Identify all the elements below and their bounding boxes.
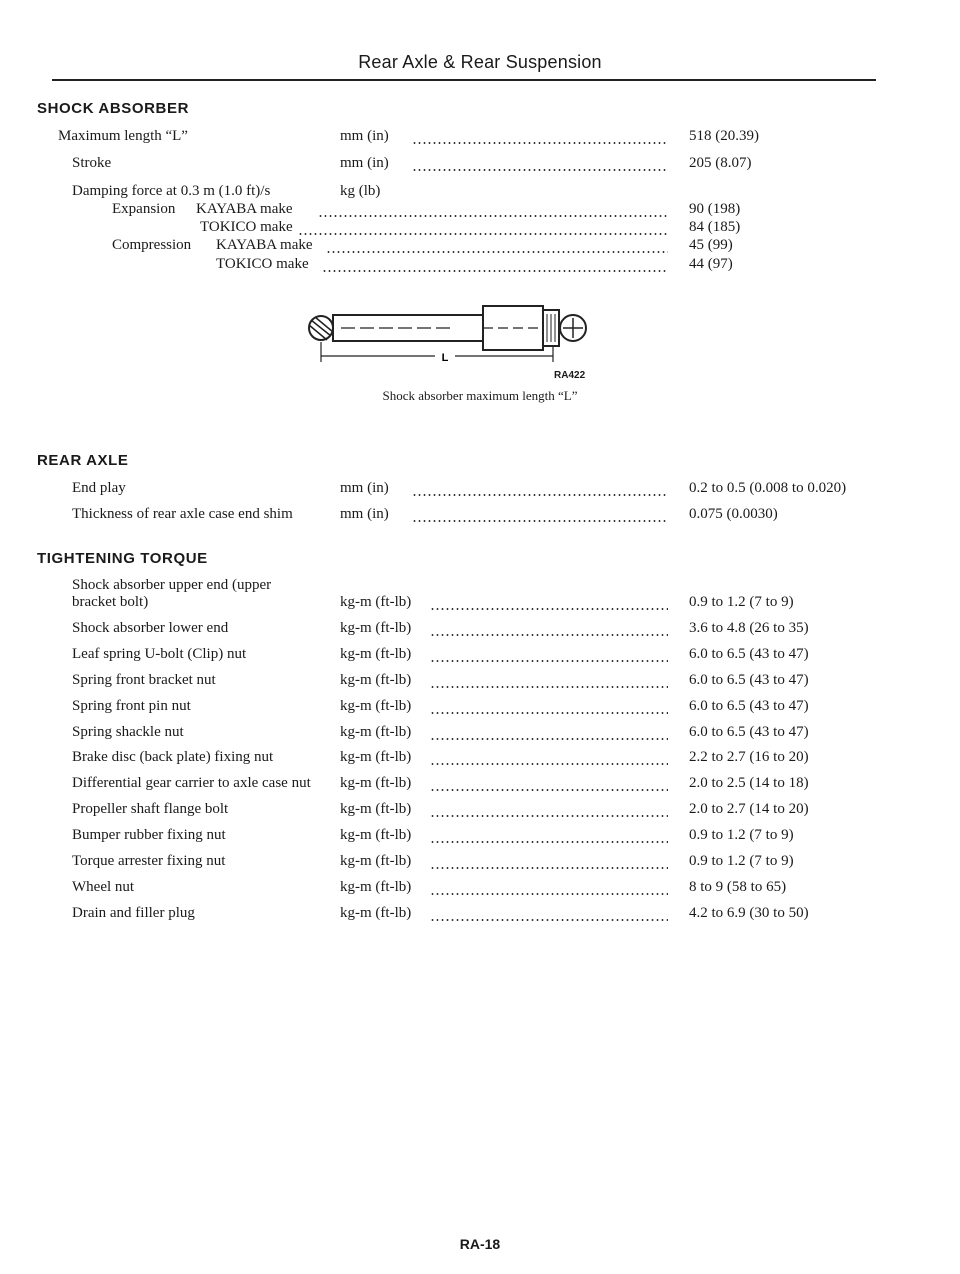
torque-item-unit: kg-m (ft-lb) (340, 697, 412, 714)
torque-item-value: 2.0 to 2.5 (14 to 18) (689, 775, 809, 792)
torque-item-unit: kg-m (ft-lb) (340, 878, 412, 895)
table-row (0, 853, 960, 875)
spec-unit: mm (in) (340, 480, 389, 496)
torque-item-value: 2.2 to 2.7 (16 to 20) (689, 749, 809, 766)
header-rule (52, 79, 876, 81)
dot-leader (430, 660, 668, 662)
torque-item-label: Spring front bracket nut (72, 671, 216, 688)
spec-sublabel: Expansion (112, 201, 176, 217)
table-row (0, 724, 960, 746)
torque-item-label: Brake disc (back plate) fixing nut (72, 749, 274, 766)
dot-leader (430, 815, 668, 817)
torque-item-label: Wheel nut (72, 878, 135, 895)
torque-item-label: bracket bolt) (72, 594, 149, 610)
torque-item-label: Spring front pin nut (72, 697, 191, 714)
dot-leader (322, 270, 668, 272)
dot-leader (430, 608, 668, 610)
torque-item-label: Differential gear carrier to axle case nut (72, 775, 311, 792)
spec-make-label: KAYABA make (196, 201, 293, 217)
dot-leader (430, 789, 668, 791)
spec-row (0, 256, 960, 278)
spec-label: End play (72, 480, 126, 496)
torque-item-unit: kg-m (ft-lb) (340, 827, 412, 844)
dot-leader (430, 763, 668, 765)
spec-label: Damping force at 0.3 m (1.0 ft)/s (72, 183, 271, 199)
torque-item-value: 2.0 to 2.7 (14 to 20) (689, 801, 809, 818)
torque-item-value: 6.0 to 6.5 (43 to 47) (689, 671, 809, 688)
torque-label-continued: Shock absorber upper end (upper (72, 577, 272, 593)
spec-label: Thickness of rear axle case end shim (72, 506, 293, 522)
torque-item-unit: kg-m (ft-lb) (340, 904, 412, 921)
table-row (0, 775, 960, 797)
dot-leader (430, 712, 668, 714)
torque-item-value: 3.6 to 4.8 (26 to 35) (689, 619, 809, 636)
torque-item-unit: kg-m (ft-lb) (340, 619, 412, 636)
shock-absorber-heading: SHOCK ABSORBER (37, 100, 190, 117)
table-row (0, 879, 960, 901)
spec-value: 518 (20.39) (689, 128, 759, 144)
torque-item-label: Leaf spring U-bolt (Clip) nut (72, 645, 247, 662)
dot-leader (430, 867, 668, 869)
dot-leader (412, 520, 668, 522)
figure-caption: Shock absorber maximum length “L” (382, 388, 578, 403)
page-title: Rear Axle & Rear Suspension (358, 52, 602, 72)
torque-item-value: 6.0 to 6.5 (43 to 47) (689, 723, 809, 740)
dot-leader (430, 841, 668, 843)
torque-item-unit: kg-m (ft-lb) (340, 723, 412, 740)
spec-row (0, 128, 960, 150)
torque-item-label: Propeller shaft flange bolt (72, 801, 229, 818)
torque-item-label: Shock absorber lower end (72, 619, 229, 636)
dimension-label: L (441, 352, 449, 364)
dot-leader (412, 494, 668, 496)
spec-value: 44 (97) (689, 256, 733, 272)
spec-value: 0.2 to 0.5 (0.008 to 0.020) (689, 480, 847, 496)
spec-value: 205 (8.07) (689, 155, 752, 171)
torque-item-unit: kg-m (ft-lb) (340, 853, 412, 869)
dot-leader (326, 251, 668, 253)
spec-unit: mm (in) (340, 155, 389, 171)
spec-unit: mm (in) (340, 128, 389, 144)
spec-value: 0.075 (0.0030) (689, 506, 778, 522)
torque-item-unit: kg-m (ft-lb) (340, 801, 412, 818)
torque-item-unit: kg-m (ft-lb) (340, 671, 412, 688)
spec-value: 90 (198) (689, 201, 741, 217)
table-row (0, 801, 960, 823)
dot-leader (430, 738, 668, 740)
torque-item-unit: kg-m (ft-lb) (340, 775, 412, 792)
torque-item-unit: kg-m (ft-lb) (340, 594, 412, 610)
table-row (0, 905, 960, 927)
torque-item-value: 6.0 to 6.5 (43 to 47) (689, 697, 809, 714)
torque-item-unit: kg-m (ft-lb) (340, 749, 412, 766)
torque-item-label: Torque arrester fixing nut (72, 853, 226, 869)
spec-sublabel: Compression (112, 237, 192, 253)
tightening-torque-heading: TIGHTENING TORQUE (37, 550, 208, 567)
spec-row (0, 155, 960, 177)
torque-item-label: Drain and filler plug (72, 904, 195, 921)
torque-item-value: 0.9 to 1.2 (7 to 9) (689, 827, 794, 844)
page-number: RA-18 (459, 1236, 501, 1252)
spec-value: 45 (99) (689, 237, 733, 253)
table-row (0, 594, 960, 616)
table-row (0, 827, 960, 849)
table-row (0, 698, 960, 720)
dot-leader (430, 919, 668, 921)
spec-make-label: TOKICO make (216, 256, 309, 272)
torque-item-value: 0.9 to 1.2 (7 to 9) (689, 594, 794, 610)
dot-leader (412, 142, 668, 144)
dot-leader (430, 686, 668, 688)
torque-item-label: Bumper rubber fixing nut (72, 827, 226, 844)
torque-item-value: 8 to 9 (58 to 65) (689, 878, 787, 895)
spec-label: Stroke (72, 155, 112, 171)
spec-label: Maximum length “L” (58, 128, 188, 144)
spec-make-label: KAYABA make (216, 237, 313, 253)
spec-row (0, 506, 960, 528)
spec-unit: mm (in) (340, 506, 389, 522)
dot-leader (298, 233, 668, 235)
spec-row (0, 480, 960, 502)
torque-item-value: 4.2 to 6.9 (30 to 50) (689, 904, 809, 921)
dot-leader (430, 634, 668, 636)
torque-item-label: Spring shackle nut (72, 723, 184, 740)
table-row (0, 672, 960, 694)
table-row (0, 620, 960, 642)
table-row (0, 646, 960, 668)
dot-leader (430, 893, 668, 895)
torque-item-value: 6.0 to 6.5 (43 to 47) (689, 645, 809, 662)
spec-unit: kg (lb) (340, 183, 381, 199)
spec-value: 84 (185) (689, 219, 741, 235)
torque-item-value: 0.9 to 1.2 (7 to 9) (689, 853, 794, 869)
dot-leader (318, 215, 668, 217)
rear-axle-heading: REAR AXLE (37, 452, 129, 469)
torque-item-unit: kg-m (ft-lb) (340, 645, 412, 662)
table-row (0, 749, 960, 771)
figure-code: RA422 (554, 370, 586, 381)
dot-leader (412, 169, 668, 171)
spec-make-label: TOKICO make (200, 219, 293, 235)
